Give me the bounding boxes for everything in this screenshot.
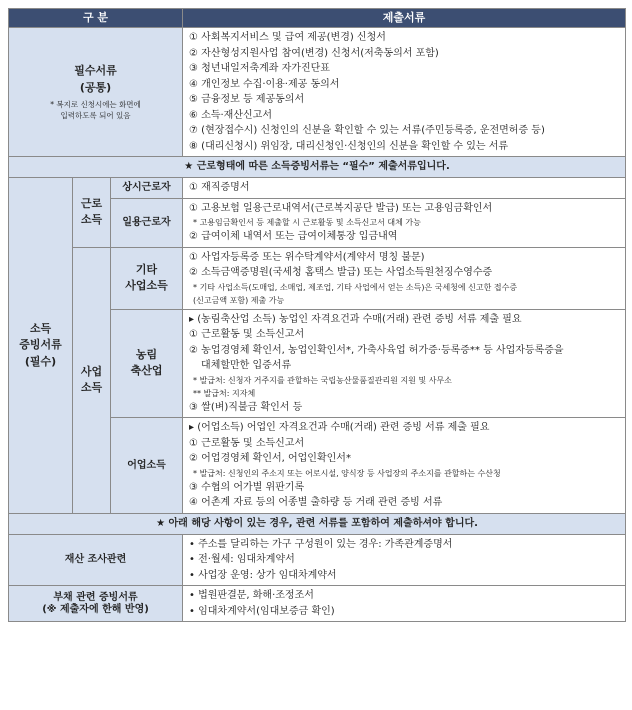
- list-item: ① 고용보험 일용근로내역서(근로복지공단 발급) 또는 고용임금확인서: [189, 202, 493, 214]
- list-item: ③ 수협의 어가별 위판기록: [189, 481, 305, 493]
- debt-label-2: (※ 제출자에 한해 반영): [42, 603, 149, 615]
- daily-worker-label: 일용근로자: [111, 198, 183, 247]
- farm-label-2: 축산업: [130, 364, 163, 378]
- income-title-1: 소득: [29, 321, 52, 335]
- required-subtitle: (공통): [79, 80, 112, 94]
- property-label: 재산 조사관련: [9, 534, 183, 586]
- list-note: ** 발급처: 지자체: [193, 388, 256, 398]
- debt-category: [9, 586, 183, 622]
- list-item: ▸ (농림축산업 소득) 농업인 자격요건과 수매(거래) 관련 증빙 서류 제출 필요: [189, 313, 522, 325]
- list-item: ① 재직증명서: [189, 182, 250, 193]
- labor-income-category: [73, 178, 111, 248]
- list-item: ② 어업경영체 확인서, 어업인확인서*: [189, 453, 351, 464]
- document-table: [8, 8, 625, 703]
- additional-notice: ★ 아래 해당 사항이 있는 경우, 관련 서류를 포함하여 제출하셔야 합니다.: [9, 513, 626, 534]
- list-item: ③ 쌀(벼)직불금 확인서 등: [189, 401, 303, 413]
- list-item: ⑥ 소득·재산신고서: [189, 109, 272, 121]
- labor-label-2: 소득: [80, 213, 103, 227]
- business-label-1: 사업: [80, 364, 103, 378]
- fish-label: 어업소득: [111, 418, 183, 514]
- fish-list: [183, 418, 626, 514]
- list-item: • 주소를 달리하는 가구 구성원이 있는 경우: 가족관계증명서: [189, 538, 453, 550]
- list-item: ① 근로활동 및 소득신고서: [189, 437, 305, 449]
- list-item: • 법원판결문, 화해·조정조서: [189, 590, 314, 601]
- list-item: ② 농업경영체 확인서, 농업인확인서*, 가축사육업 허가증·등록증** 등 사업자등록증을: [189, 344, 564, 356]
- daily-worker-list: [183, 198, 626, 247]
- list-item: 대체할만한 입증서류: [201, 360, 292, 371]
- list-item: • 임대차계약서(임대보증금 확인): [189, 605, 335, 617]
- list-item: ⑤ 금융정보 등 제공동의서: [189, 94, 305, 105]
- other-business-list: [183, 247, 626, 309]
- list-item: • 사업장 운영: 상가 임대차계약서: [189, 569, 337, 581]
- list-note: * 기타 사업소득(도매업, 소매업, 제조업, 기타 사업에서 얻는 소득)은 국세청에 신고한 접수증: [193, 282, 518, 292]
- required-note-1: * 복지로 신청시에는 화면에: [50, 100, 141, 109]
- income-title-3: (필수): [24, 354, 57, 368]
- list-item: ① 근로활동 및 소득신고서: [189, 329, 305, 340]
- list-note: (신고금액 포함) 제출 가능: [193, 295, 285, 305]
- farm-label-1: 농림: [135, 347, 158, 361]
- list-item: ⑦ (현장접수시) 신청인의 신분을 확인할 수 있는 서류(주민등록증, 운전면허증 등): [189, 125, 545, 136]
- list-item: ▸ (어업소득) 어업인 자격요건과 수매(거래) 관련 증빙 서류 제출 필요: [189, 422, 490, 433]
- header-category: 구 분: [9, 9, 183, 28]
- list-item: ① 사업자등록증 또는 위수탁계약서(계약서 명칭 불문): [189, 251, 425, 263]
- business-label-2: 소득: [80, 381, 103, 394]
- labor-label-1: 근로: [80, 196, 103, 210]
- list-note: * 발급처: 신청자 거주지를 관할하는 국립농산물품질관리원 지원 및 사무소: [193, 375, 452, 385]
- list-note: * 발급처: 신청인의 주소지 또는 어로시설, 양식장 등 사업장의 주소지를 관할하는 수산청: [193, 468, 501, 478]
- required-list: [183, 28, 626, 157]
- list-item: ② 소득금액증명원(국세청 홈택스 발급) 또는 사업소득원천징수영수증: [189, 267, 493, 278]
- required-title: 필수서류: [74, 64, 117, 77]
- list-item: ④ 어촌계 자료 등의 어종별 출하량 등 거래 관련 증빙 서류: [189, 497, 443, 508]
- farm-category: [111, 309, 183, 418]
- list-item: ② 자산형성지원사업 참여(변경) 신청서(저축동의서 포함): [189, 47, 439, 59]
- list-item: ① 사회복지서비스 및 급여 제공(변경) 신청서: [189, 32, 386, 43]
- other-label-2: 사업소득: [125, 279, 168, 292]
- required-category: [9, 28, 183, 157]
- list-note: * 고용임금확인서 등 제출할 시 근로활동 및 소득신고서 대체 가능: [193, 218, 421, 227]
- regular-worker-label: 상시근로자: [111, 178, 183, 199]
- debt-list: [183, 586, 626, 622]
- header-documents: 제출서류: [183, 9, 626, 28]
- business-income-category: [73, 247, 111, 513]
- property-list: [183, 534, 626, 586]
- list-item: ④ 개인정보 수집·이용·제공 동의서: [189, 78, 340, 90]
- list-item: • 전·월세: 임대차계약서: [189, 554, 295, 565]
- required-note-2: 입력하도록 되어 있음: [60, 110, 131, 120]
- other-label-1: 기타: [135, 262, 158, 276]
- list-item: ② 급여이체 내역서 또는 급여이체통장 입금내역: [189, 231, 398, 242]
- income-title-2: 증빙서류: [19, 338, 62, 351]
- list-item: ③ 청년내일저축계좌 자가진단표: [189, 63, 330, 74]
- debt-label-1: 부채 관련 증빙서류: [53, 592, 138, 603]
- regular-worker-list: [183, 178, 626, 199]
- list-item: ⑧ (대리신청시) 위임장, 대리신청인·신청인의 신분을 확인할 수 있는 서류: [189, 140, 509, 152]
- farm-list: [183, 309, 626, 418]
- other-business-category: [111, 247, 183, 309]
- income-notice: ★ 근로형태에 따른 소득증빙서류는 “필수” 제출서류입니다.: [9, 157, 626, 178]
- required-documents-table: [8, 8, 626, 622]
- income-category: [9, 178, 73, 514]
